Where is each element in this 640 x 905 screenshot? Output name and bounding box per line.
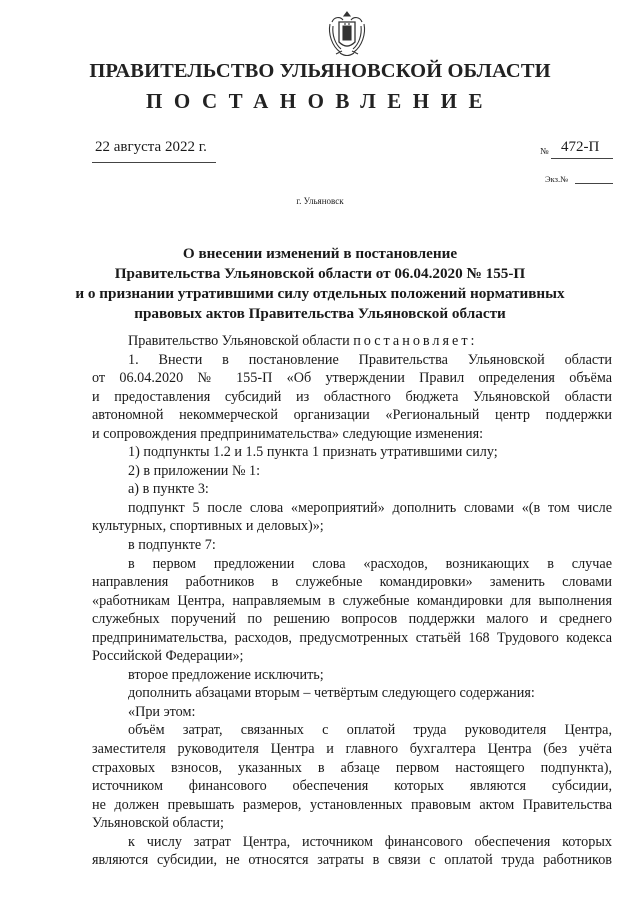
body-line: от 06.04.2020 № 155-П «Об утверждении Правил определения объёма (92, 370, 612, 387)
body-line: страховых взносов, указанных в абзаце первом настоящего подпункта), (92, 759, 612, 776)
body-line: 1) подпункты 1.2 и 1.5 пункта 1 признать утратившими силу; (128, 444, 498, 461)
body-line: дополнить абзацами вторым – четвёртым следующего содержания: (128, 685, 535, 702)
body-line: источником финансового обеспечения которых являются субсидии, (92, 778, 612, 795)
date-underline (92, 162, 216, 163)
preamble-decree: постановляет: (353, 333, 478, 349)
document-body (92, 332, 612, 870)
preamble-text: Правительство Ульяновской области (128, 333, 354, 349)
body-line: 1. Внести в постановление Правительства Ульяновской области (128, 351, 612, 368)
body-line: к числу затрат Центра, источником финансового обеспечения которых (128, 833, 612, 850)
body-line: Российской Федерации»; (92, 648, 244, 665)
document-date: 22 августа 2022 г. (95, 139, 207, 155)
body-line: не должен превышать размеров, установленных правовым актом Правительства (92, 796, 612, 813)
body-line: в подпункте 7: (128, 537, 216, 554)
title-line: О внесении изменений в постановление (182, 245, 458, 262)
title-line: правовых актов Правительства Ульяновской области (134, 305, 506, 322)
body-line: предпринимательства, расходов, предусмотренных статьёй 168 Трудового кодекса (92, 629, 612, 646)
body-line: культурных, спортивных и деловых)»; (92, 518, 324, 535)
body-line: и сопровождения предпринимательства» следующие изменения: (92, 425, 484, 442)
body-line: Ульяновской области; (92, 815, 224, 832)
title-line: Правительства Ульяновской области от 06.04.2020 № 155-П (114, 265, 526, 282)
copy-number-label: Экз.№ (545, 174, 569, 184)
body-line: подпункт 5 после слова «мероприятий» дополнить словами «(в том числе (128, 499, 612, 516)
document-number: 472-П (561, 139, 600, 155)
body-line: второе предложение исключить; (128, 666, 324, 683)
body-line: служебных поручений по решению вопросов поддержки малого и среднего (92, 611, 612, 628)
body-line: «При этом: (128, 703, 196, 720)
number-label: № (540, 146, 549, 156)
organization-name: ПРАВИТЕЛЬСТВО УЛЬЯНОВСКОЙ ОБЛАСТИ (89, 60, 551, 82)
coat-of-arms-emblem (324, 8, 370, 60)
document-type: ПОСТАНОВЛЕНИЕ (146, 89, 494, 113)
body-line: направления работников в служебные командировки» заменить словами (92, 574, 612, 591)
title-line: и о признании утратившими силу отдельных положений нормативных (75, 285, 565, 302)
body-line: 2) в приложении № 1: (128, 462, 261, 479)
body-line: заместителя руководителя Центра и главного бухгалтера Центра (без учёта (92, 741, 612, 758)
body-line (92, 332, 612, 351)
number-underline (551, 158, 613, 159)
document-title (70, 244, 570, 324)
body-line: а) в пункте 3: (128, 481, 209, 498)
body-line: в первом предложении слова «расходов, возникающих в случае (128, 555, 612, 572)
copy-number-underline (575, 183, 613, 184)
body-line: «работникам Центра, направляемым в служебные командировки для выполнения (92, 592, 612, 609)
body-line: автономной некоммерческой организации «Региональный центр поддержки (92, 407, 612, 424)
city: г. Ульяновск (296, 196, 344, 206)
body-line: являются субсидии, не относятся затраты в связи с оплатой труда работников (92, 852, 612, 869)
body-line: объём затрат, связанных с оплатой труда руководителя Центра, (128, 722, 612, 739)
body-line: и предоставления субсидий из областного бюджета Ульяновской области (92, 388, 612, 405)
